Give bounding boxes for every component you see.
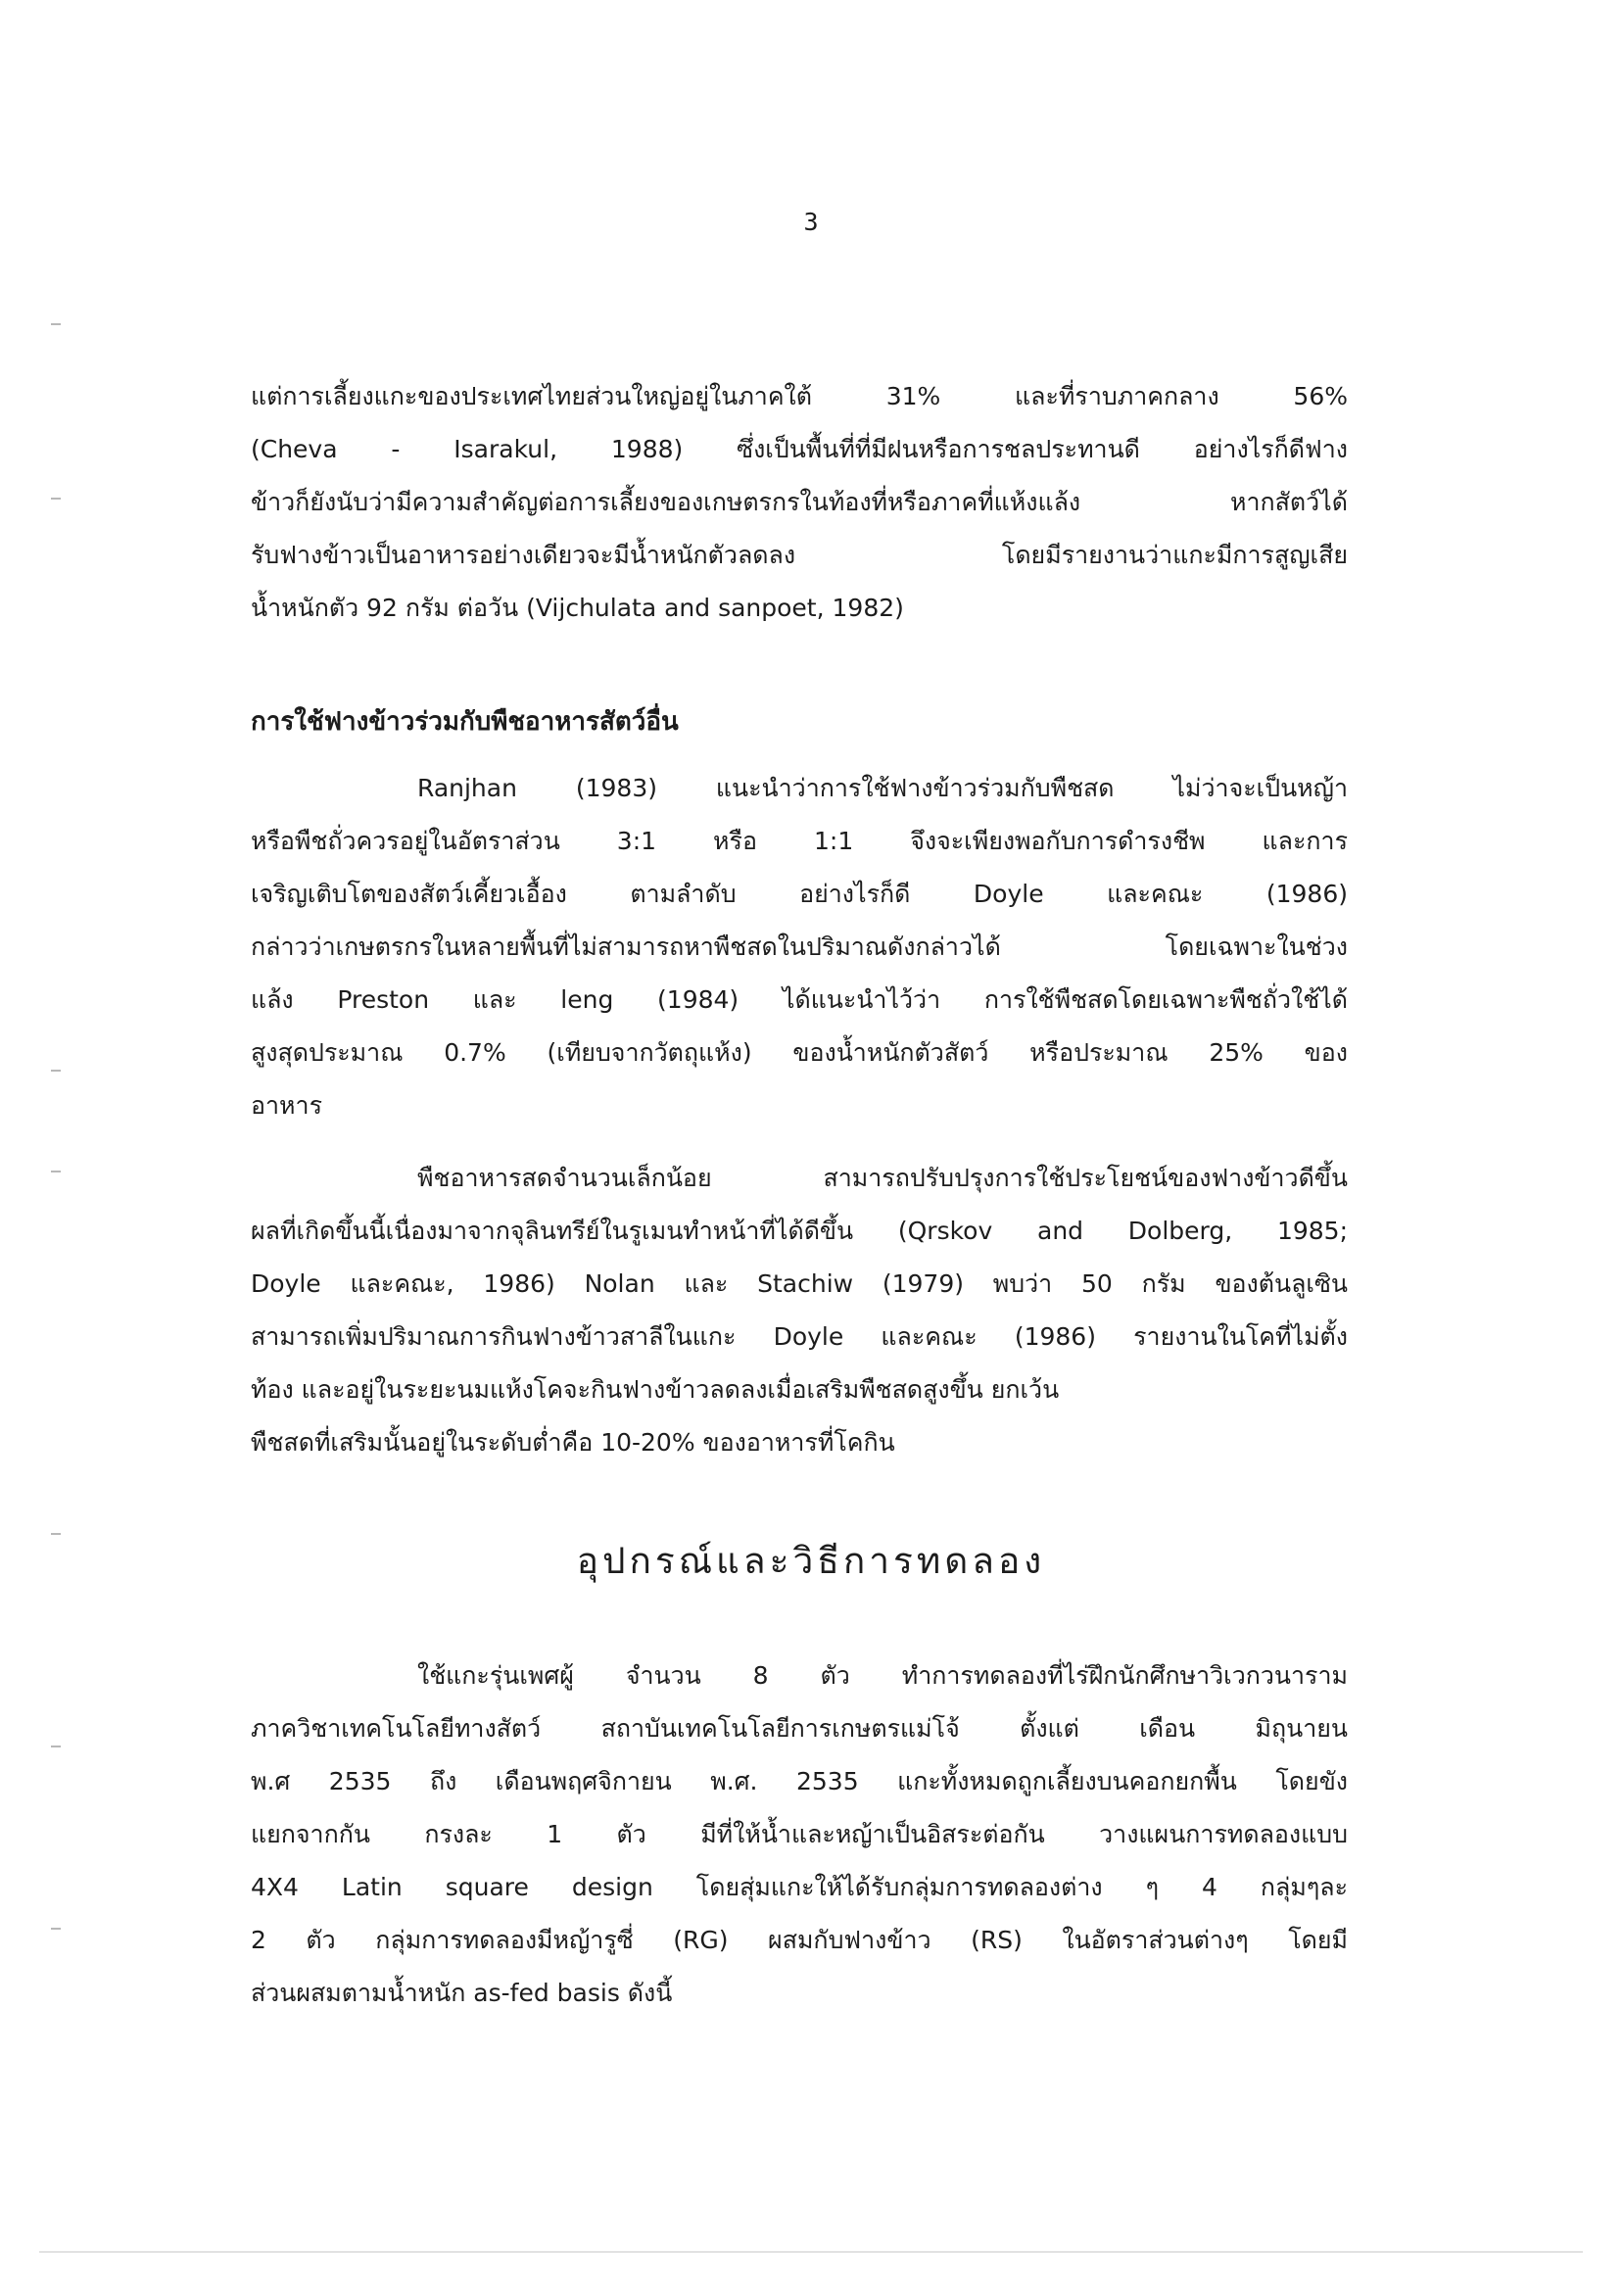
page-number: 3 <box>803 208 819 236</box>
text-line: สูงสุดประมาณ 0.7% (เทียบจากวัตถุแห้ง) ของน้ำหนักตัวสัตว์ หรือประมาณ 25% ของ <box>251 1038 1348 1067</box>
text-line: Ranjhan (1983) แนะนำว่าการใช้ฟางข้าวร่วมกับพืชสด ไม่ว่าจะเป็นหญ้า <box>417 774 1348 802</box>
text-line: พืชสดที่เสริมนั้นอยู่ในระดับต่ำคือ 10-20% ของอาหารที่โคกิน <box>251 1428 895 1457</box>
text-line: แต่การเลี้ยงแกะของประเทศไทยส่วนใหญ่อยู่ในภาคใต้ 31% และที่ราบภาคกลาง 56% <box>251 382 1348 410</box>
text-line: หรือพืชถั่วควรอยู่ในอัตราส่วน 3:1 หรือ 1:1 จึงจะเพียงพอกับการดำรงชีพ และการ <box>251 827 1348 855</box>
text-line: สามารถเพิ่มปริมาณการกินฟางข้าวสาลีในแกะ Doyle และคณะ (1986) รายงานในโคที่ไม่ตั้ง <box>251 1322 1348 1351</box>
text-line: Doyle และคณะ, 1986) Nolan และ Stachiw (1979) พบว่า 50 กรัม ของต้นลูเซิน <box>251 1269 1348 1298</box>
scan-edge-line <box>39 2251 1583 2253</box>
section-heading: การใช้ฟางข้าวร่วมกับพืชอาหารสัตว์อื่น <box>251 707 679 737</box>
text-line: ผลที่เกิดขึ้นนี้เนื่องมาจากจุลินทรีย์ในรูเมนทำหน้าที่ได้ดีขึ้น (Qrskov and Dolberg, 1985; <box>251 1217 1348 1245</box>
text-line: (Cheva - Isarakul, 1988) ซึ่งเป็นพื้นที่ที่มีฝนหรือการชลประทานดี อย่างไรก็ดีฟาง <box>251 435 1348 463</box>
scan-mark <box>51 1171 61 1172</box>
text-line: อาหาร <box>251 1091 322 1120</box>
scan-mark <box>51 498 61 500</box>
text-line: รับฟางข้าวเป็นอาหารอย่างเดียวจะมีน้ำหนักตัวลดลง โดยมีรายงานว่าแกะมีการสูญเสีย <box>251 541 1348 569</box>
scan-mark <box>51 1070 61 1072</box>
text-line: ส่วนผสมตามน้ำหนัก as-fed basis ดังนี้ <box>251 1979 673 2007</box>
text-line: ภาควิชาเทคโนโลยีทางสัตว์ สถาบันเทคโนโลยีการเกษตรแม่โจ้ ตั้งแต่ เดือน มิถุนายน <box>251 1714 1348 1743</box>
text-line: ใช้แกะรุ่นเพศผู้ จำนวน 8 ตัว ทำการทดลองที่ไร่ฝึกนักศึกษาวิเวกวนาราม <box>417 1661 1348 1690</box>
text-line: น้ำหนักตัว 92 กรัม ต่อวัน (Vijchulata and sanpoet, 1982) <box>251 594 904 622</box>
section-title: อุปกรณ์และวิธีการทดลอง <box>576 1540 1046 1582</box>
text-line: 4X4 Latin square design โดยสุ่มแกะให้ได้รับกลุ่มการทดลองต่าง ๆ 4 กลุ่มๆละ <box>251 1873 1348 1901</box>
text-line: พืชอาหารสดจำนวนเล็กน้อย สามารถปรับปรุงการใช้ประโยชน์ของฟางข้าวดีขึ้น <box>417 1164 1348 1192</box>
scan-mark <box>51 323 61 325</box>
text-line: เจริญเติบโตของสัตว์เคี้ยวเอื้อง ตามลำดับ อย่างไรก็ดี Doyle และคณะ (1986) <box>251 880 1348 908</box>
text-line: ข้าวก็ยังนับว่ามีความสำคัญต่อการเลี้ยงของเกษตรกรในท้องที่หรือภาคที่แห้งแล้ง หากสัตว์ได้ <box>251 488 1348 516</box>
scan-mark <box>51 1746 61 1747</box>
text-line: พ.ศ 2535 ถึง เดือนพฤศจิกายน พ.ศ. 2535 แกะทั้งหมดถูกเลี้ยงบนคอกยกพื้น โดยขัง <box>251 1767 1348 1795</box>
text-line: ท้อง และอยู่ในระยะนมแห้งโคจะกินฟางข้าวลดลงเมื่อเสริมพืชสดสูงขึ้น ยกเว้น <box>251 1375 1060 1404</box>
text-line: แล้ง Preston และ leng (1984) ได้แนะนำไว้ว่า การใช้พืชสดโดยเฉพาะพืชถั่วใช้ได้ <box>251 985 1348 1014</box>
scan-mark <box>51 1928 61 1930</box>
text-line: กล่าวว่าเกษตรกรในหลายพื้นที่ไม่สามารถหาพืชสดในปริมาณดังกล่าวได้ โดยเฉพาะในช่วง <box>251 933 1348 961</box>
text-line: แยกจากกัน กรงละ 1 ตัว มีที่ให้น้ำและหญ้าเป็นอิสระต่อกัน วางแผนการทดลองแบบ <box>251 1820 1348 1848</box>
text-line: 2 ตัว กลุ่มการทดลองมีหญ้ารูซี่ (RG) ผสมกับฟางข้าว (RS) ในอัตราส่วนต่างๆ โดยมี <box>251 1926 1348 1954</box>
